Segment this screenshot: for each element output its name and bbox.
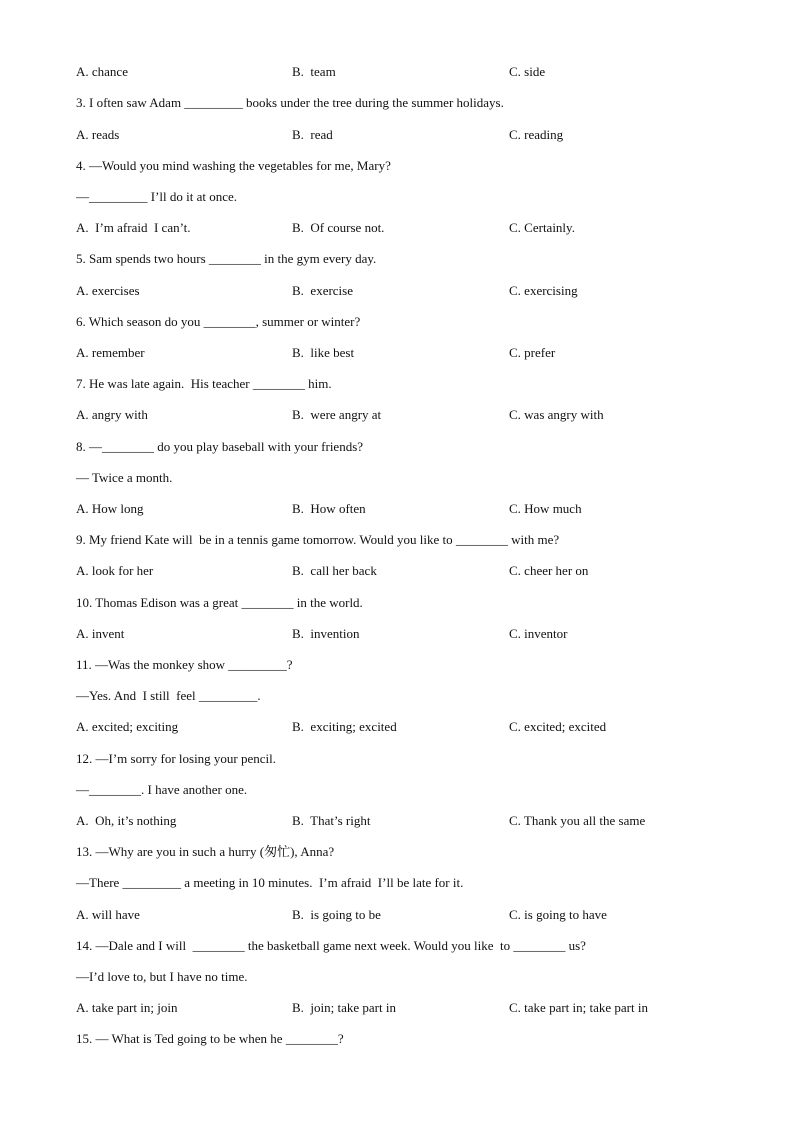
option-a: A. look for her [76,563,154,578]
option-c: C. Thank you all the same [509,813,646,828]
option-b: B. Of course not. [292,220,385,235]
question-line: —_________ I’ll do it at once. [76,189,238,204]
option-b: B. exercise [292,283,354,298]
option-c: C. was angry with [509,407,604,422]
question-line: 11. —Was the monkey show _________? [76,657,293,672]
question-line: 7. He was late again. His teacher ________ him. [76,376,332,391]
option-b: B. invention [292,626,360,641]
option-c: C. exercising [509,283,578,298]
question-line: 13. —Why are you in such a hurry (匆忙), Anna? [76,844,335,859]
question-line: 3. I often saw Adam _________ books under the tree during the summer holidays. [76,95,504,110]
option-a: A. will have [76,907,140,922]
question-line: —I’d love to, but I have no time. [76,969,248,984]
option-a: A. chance [76,64,128,79]
question-line: —Yes. And I still feel _________. [76,688,261,703]
option-b: B. were angry at [292,407,382,422]
option-c: C. excited; excited [509,719,607,734]
question-line: 6. Which season do you ________, summer or winter? [76,314,361,329]
question-line: 10. Thomas Edison was a great ________ in the world. [76,595,363,610]
question-line: 8. —________ do you play baseball with your friends? [76,439,364,454]
option-b: B. team [292,64,336,79]
option-c: C. inventor [509,626,568,641]
question-line: — Twice a month. [76,470,173,485]
option-a: A. How long [76,501,144,516]
option-c: C. take part in; take part in [509,1000,648,1015]
option-a: A. take part in; join [76,1000,178,1015]
question-line: 14. —Dale and I will ________ the basketball game next week. Would you like to ________ us? [76,938,586,953]
question-line: 12. —I’m sorry for losing your pencil. [76,751,277,766]
question-line: 4. —Would you mind washing the vegetables for me, Mary? [76,158,391,173]
option-a: A. invent [76,626,125,641]
option-c: C. prefer [509,345,556,360]
option-c: C. is going to have [509,907,607,922]
option-a: A. reads [76,127,120,142]
option-a: A. exercises [76,283,140,298]
option-c: C. reading [509,127,564,142]
option-b: B. is going to be [292,907,381,922]
question-line: 15. — What is Ted going to be when he ________? [76,1031,344,1046]
option-c: C. side [509,64,546,79]
question-line: —________. I have another one. [76,782,248,797]
question-line: —There _________ a meeting in 10 minutes. I’m afraid I’ll be late for it. [76,875,464,890]
option-a: A. angry with [76,407,148,422]
option-b: B. That’s right [292,813,371,828]
option-a: A. excited; exciting [76,719,179,734]
option-b: B. like best [292,345,355,360]
option-b: B. read [292,127,333,142]
option-c: C. Certainly. [509,220,575,235]
question-line: 5. Sam spends two hours ________ in the gym every day. [76,251,377,266]
option-b: B. How often [292,501,366,516]
question-line: 9. My friend Kate will be in a tennis game tomorrow. Would you like to ________ with me? [76,532,560,547]
option-c: C. How much [509,501,582,516]
option-a: A. I’m afraid I can’t. [76,220,191,235]
option-a: A. Oh, it’s nothing [76,813,177,828]
option-b: B. join; take part in [292,1000,396,1015]
option-b: B. exciting; excited [292,719,397,734]
option-b: B. call her back [292,563,377,578]
option-a: A. remember [76,345,145,360]
option-c: C. cheer her on [509,563,589,578]
